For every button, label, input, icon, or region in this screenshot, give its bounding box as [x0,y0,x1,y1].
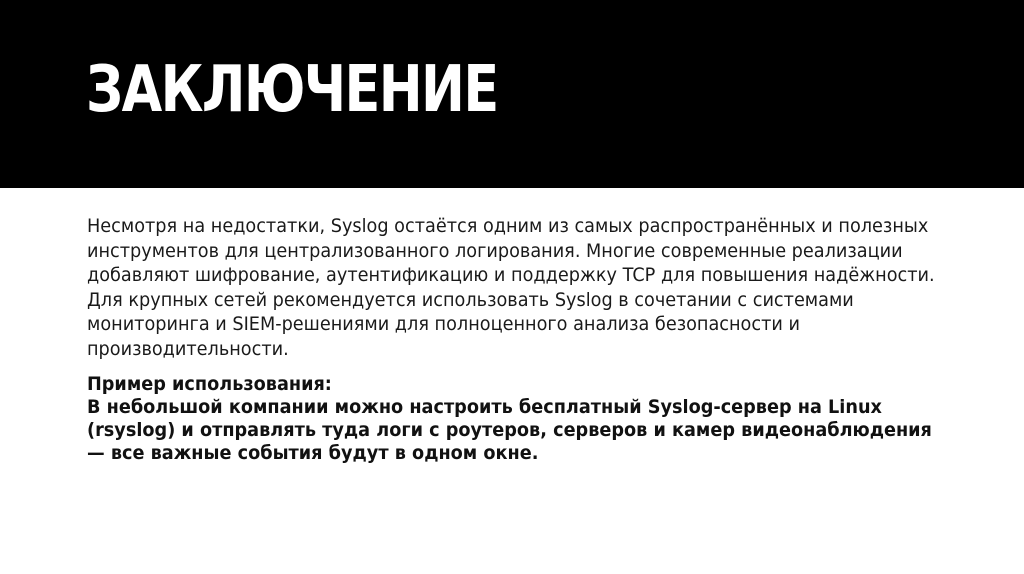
slide-title: ЗАКЛЮЧЕНИЕ [86,53,498,127]
title-bar [0,0,1024,188]
example-block [87,373,943,465]
slide-body [87,214,947,465]
conclusion-paragraph: Несмотря на недостатки, Syslog остаётся одним из самых распространённых и полезных инструментов для централизованного логирования. Многие современные реализации добавляют шифрование, аутентификацию и поддержку TCP для повышения надёжности. Для крупных сетей рекомендуется использовать Syslog в сочетании с системами мониторинга и SIEM-решениями для полноценного анализа безопасности и производительности. [87,215,935,360]
example-text: В небольшой компании можно настроить бесплатный Syslog-сервер на Linux (rsyslog) и отправлять туда логи с роутеров, серверов и камер видеонаблюдения — все важные события будут в одном окне. [87,396,932,464]
example-heading: Пример использования: [87,373,332,395]
